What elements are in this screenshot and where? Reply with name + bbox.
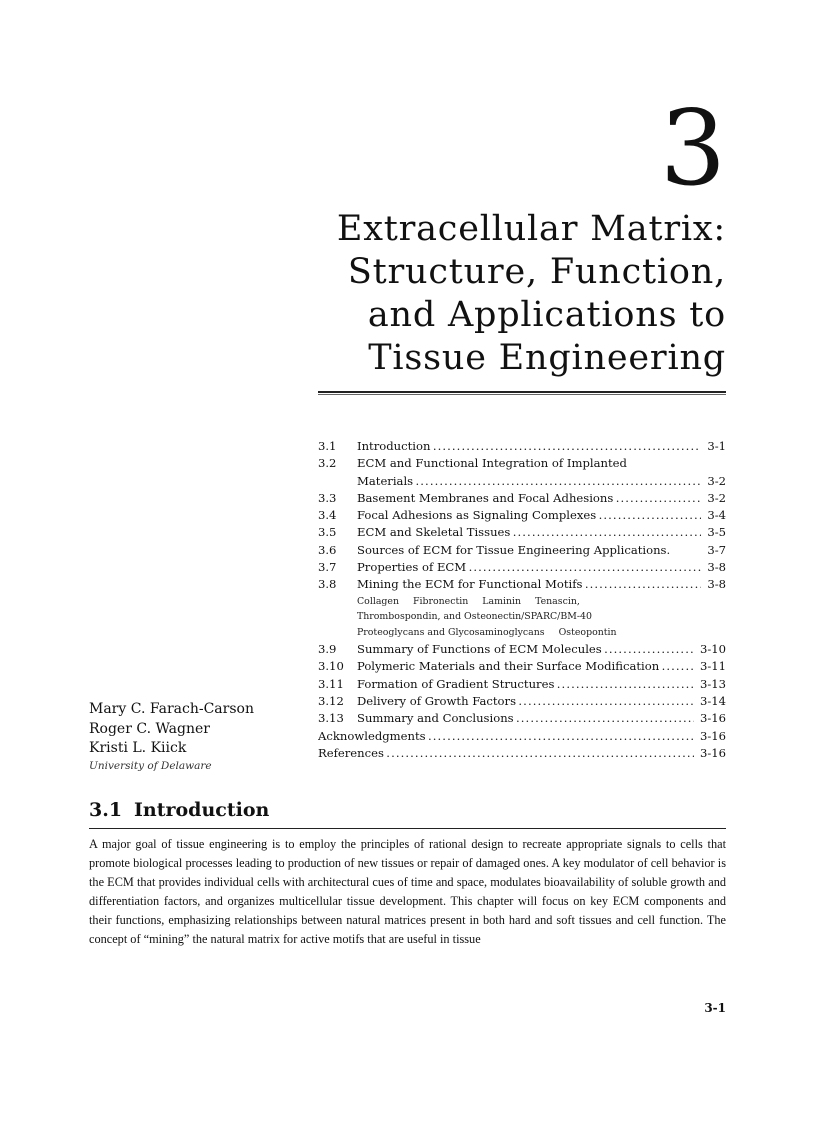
toc-subtopic[interactable]: Fibronectin (413, 595, 469, 607)
toc-entry-page: 3-8 (701, 576, 726, 593)
toc-entry-page: 3-8 (701, 559, 726, 576)
toc-entry[interactable] (318, 745, 726, 762)
toc-entry-number: 3.10 (318, 659, 344, 674)
toc-entry-title-cont: Materials . . . (357, 473, 726, 490)
toc-subtopic[interactable]: Collagen (357, 595, 399, 607)
toc-entry-page: 3-11 (694, 658, 726, 675)
chapter-title-line: Extracellular Matrix: (336, 209, 726, 249)
page-number: 3-1 (704, 1001, 726, 1015)
toc-entry-title: Sources of ECM for Tissue Engineering Applications. (357, 542, 671, 557)
toc-entry[interactable] (318, 658, 726, 675)
toc-entry-continuation[interactable] (318, 473, 726, 490)
toc-entry-number: 3.7 (318, 560, 337, 575)
toc-entry[interactable] (318, 693, 726, 710)
toc-entry-page: 3-16 (694, 710, 726, 727)
toc-entry-title: Delivery of Growth Factors . . . (357, 693, 726, 710)
toc-entry[interactable] (318, 455, 726, 472)
toc-subtopic[interactable]: Tenascin, (535, 595, 580, 607)
toc-entry-title: Summary and Conclusions . . . (357, 710, 726, 727)
toc-entry-title: Polymeric Materials and their Surface Modification . . . (357, 658, 726, 675)
toc-entry-number: 3.12 (318, 694, 344, 709)
toc-entry-title: Properties of ECM . . . (357, 559, 726, 576)
toc-subtopic[interactable]: Thrombospondin, and Osteonectin/SPARC/BM-40 (357, 611, 592, 623)
toc-entry[interactable] (318, 641, 726, 658)
toc-entry-number: 3.6 (318, 542, 337, 557)
section-number: 3.1 (89, 799, 123, 821)
title-rule (318, 391, 726, 393)
toc-entry-page: 3-10 (694, 641, 726, 658)
chapter-title-line: Structure, Function, (347, 252, 726, 292)
section-title: Introduction (134, 799, 270, 821)
toc-entry-title: Summary of Functions of ECM Molecules . . . (357, 641, 726, 658)
toc-entry-title: ECM and Skeletal Tissues . . . (357, 524, 726, 541)
toc-subtopics (318, 609, 726, 625)
table-of-contents (318, 438, 726, 762)
toc-entry-title: Focal Adhesions as Signaling Complexes . . . (357, 507, 726, 524)
toc-entry-number: 3.1 (318, 439, 337, 453)
toc-entry[interactable] (318, 507, 726, 524)
author-block (89, 700, 309, 773)
author-name: Kristi L. Kiick (89, 740, 187, 756)
title-rule-thin (318, 394, 726, 395)
toc-entry-page: 3-5 (701, 524, 726, 541)
body-paragraph: A major goal of tissue engineering is to employ the principles of rational design to recreate appropriate signals to cells that promote biological processes leading to production of new tissues or repair of damaged ones. A key modulator of cell behavior is the ECM that provides individual cells with architectural cues of time and space, modulates bioavailability of soluble growth and differentiation factors, and organizes multicellular tissue development. This chapter will focus on key ECM components and their functions, emphasizing relationships between natural matrices present in both hard and soft tissues and cell function. The concept of “mining” the natural matrix for active motifs that are useful in tissue (89, 837, 726, 946)
toc-entry-number: 3.9 (318, 642, 337, 657)
toc-entry-title: Acknowledgments . . . (318, 728, 726, 745)
toc-entry-title: Formation of Gradient Structures . . . (357, 676, 726, 693)
toc-entry-page: 3-7 (701, 542, 726, 559)
toc-entry-page: 3-13 (694, 676, 726, 693)
toc-entry-number: 3.8 (318, 577, 337, 592)
toc-subtopic[interactable]: Proteoglycans and Glycosaminoglycans (357, 626, 545, 638)
toc-entry[interactable] (318, 542, 726, 559)
toc-entry-page: 3-14 (694, 693, 726, 710)
author-affiliation: University of Delaware (89, 759, 212, 772)
toc-entry-page: 3-2 (701, 490, 726, 507)
toc-entry-page: 3-16 (694, 728, 726, 745)
toc-entry-title: Basement Membranes and Focal Adhesions . . . (357, 490, 726, 507)
author-name: Mary C. Farach-Carson (89, 701, 254, 717)
section-heading (89, 797, 726, 823)
toc-entry[interactable] (318, 576, 726, 593)
toc-subtopic[interactable]: Laminin (482, 595, 522, 607)
toc-entry-page: 3-2 (701, 473, 726, 490)
toc-entry[interactable] (318, 710, 726, 727)
toc-entry[interactable] (318, 524, 726, 541)
author-name: Roger C. Wagner (89, 720, 210, 737)
chapter-title-line: and Applications to (367, 295, 726, 335)
toc-entry-number: 3.13 (318, 711, 344, 726)
toc-subtopics (318, 594, 726, 610)
toc-entry-title: References . . . (318, 745, 726, 762)
toc-entry-page: 3-1 (701, 438, 726, 455)
chapter-number: 3 (659, 87, 724, 209)
toc-entry-title: Introduction . . . (357, 438, 726, 455)
toc-entry[interactable] (318, 676, 726, 693)
toc-entry-number: 3.5 (318, 525, 337, 540)
toc-subtopics (318, 625, 726, 641)
toc-entry-number: 3.3 (318, 490, 337, 505)
toc-entry-page: 3-16 (694, 745, 726, 762)
toc-entry-number: 3.2 (318, 456, 337, 471)
toc-entry[interactable] (318, 490, 726, 507)
toc-entry-title: Mining the ECM for Functional Motifs . . . (357, 576, 726, 593)
toc-entry[interactable] (318, 438, 726, 455)
section-rule (89, 828, 726, 829)
chapter-title-line: Tissue Engineering (368, 338, 726, 378)
toc-entry-page: 3-4 (701, 507, 726, 524)
toc-entry[interactable] (318, 728, 726, 745)
chapter-title (300, 208, 726, 380)
toc-entry[interactable] (318, 559, 726, 576)
toc-entry-title: ECM and Functional Integration of Implanted (357, 456, 627, 471)
toc-entry-number: 3.4 (318, 508, 337, 523)
toc-entry-number: 3.11 (318, 676, 344, 691)
toc-subtopic[interactable]: Osteopontin (558, 626, 617, 638)
